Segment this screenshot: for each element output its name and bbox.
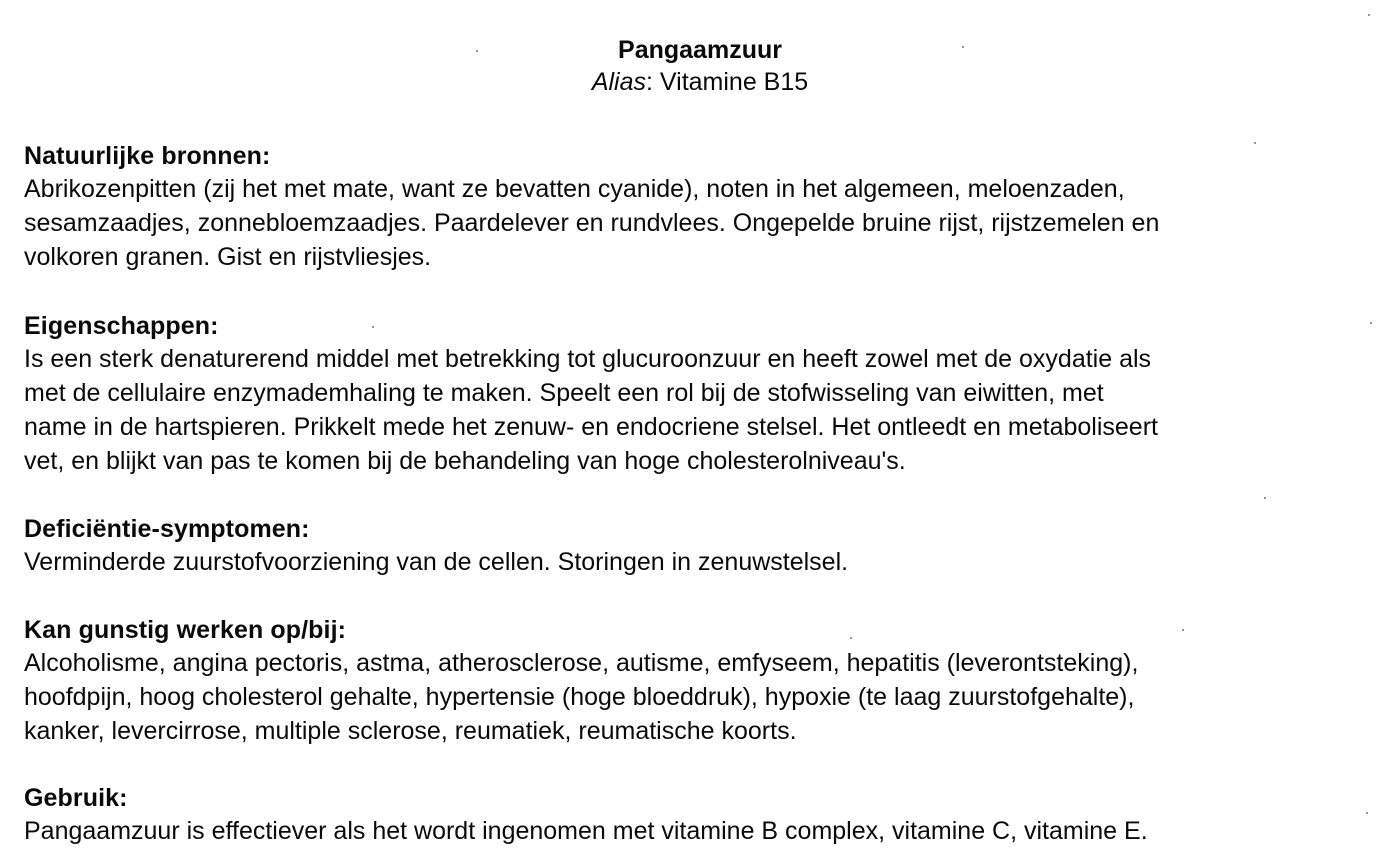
document-header bbox=[0, 34, 1400, 98]
section-deficiency-symptoms bbox=[24, 513, 1386, 579]
section-text-line: Verminderde zuurstofvoorziening van de cellen. Storingen in zenuwstelsel. bbox=[24, 548, 849, 576]
section-text-line: Is een sterk denaturerend middel met betrekking tot glucuroonzuur en heeft zowel met de oxydatie als bbox=[24, 345, 1152, 373]
scan-speck bbox=[850, 637, 852, 639]
scan-speck bbox=[1254, 142, 1256, 144]
section-heading: Kan gunstig werken op/bij: bbox=[24, 616, 347, 644]
section-heading: Natuurlijke bronnen: bbox=[24, 142, 271, 170]
scan-speck bbox=[1368, 14, 1370, 16]
section-heading: Deficiëntie-symptomen: bbox=[24, 515, 310, 543]
section-text-line: volkoren granen. Gist en rijstvliesjes. bbox=[24, 243, 432, 271]
alias-separator: : bbox=[646, 68, 653, 96]
section-heading: Gebruik: bbox=[24, 784, 128, 812]
section-text-line: hoofdpijn, hoog cholesterol gehalte, hypertensie (hoge bloeddruk), hypoxie (te laag zuurstofgehalte), bbox=[24, 683, 1135, 711]
section-text-line: met de cellulaire enzymademhaling te maken. Speelt een rol bij de stofwisseling van eiwitten, met bbox=[24, 379, 1104, 407]
section-text-line: name in de hartspieren. Prikkelt mede het zenuw- en endocriene stelsel. Het ontleedt en metaboliseert bbox=[24, 413, 1158, 441]
scan-speck bbox=[1370, 322, 1372, 324]
scan-speck bbox=[1264, 497, 1266, 499]
section-text-line: vet, en blijkt van pas te komen bij de behandeling van hoge cholesterolniveau's. bbox=[24, 447, 906, 475]
scan-speck bbox=[372, 326, 374, 328]
section-text-line: Alcoholisme, angina pectoris, astma, atherosclerose, autisme, emfyseem, hepatitis (leverontsteking), bbox=[24, 649, 1139, 677]
section-beneficial-for bbox=[24, 614, 1386, 748]
section-usage bbox=[24, 782, 1386, 848]
alias-line bbox=[0, 66, 1400, 98]
page-title: Pangaamzuur bbox=[618, 36, 782, 64]
section-text-line: Pangaamzuur is effectiever als het wordt ingenomen met vitamine B complex, vitamine C, vitamine E. bbox=[24, 817, 1148, 845]
scan-speck bbox=[476, 50, 478, 52]
section-text-line: Abrikozenpitten (zij het met mate, want ze bevatten cyanide), noten in het algemeen, meloenzaden, bbox=[24, 175, 1125, 203]
scan-speck bbox=[962, 46, 964, 48]
section-heading: Eigenschappen: bbox=[24, 312, 219, 340]
section-properties bbox=[24, 310, 1386, 478]
alias-label: Alias bbox=[591, 68, 647, 96]
section-text-line: sesamzaadjes, zonnebloemzaadjes. Paardelever en rundvlees. Ongepelde bruine rijst, rijstzemelen en bbox=[24, 209, 1160, 237]
section-text-line: kanker, levercirrose, multiple sclerose, reumatiek, reumatische koorts. bbox=[24, 717, 797, 745]
alias-value: Vitamine B15 bbox=[652, 68, 809, 96]
scan-speck bbox=[1366, 812, 1368, 814]
scan-speck bbox=[1182, 629, 1184, 631]
section-natural-sources bbox=[24, 140, 1386, 274]
